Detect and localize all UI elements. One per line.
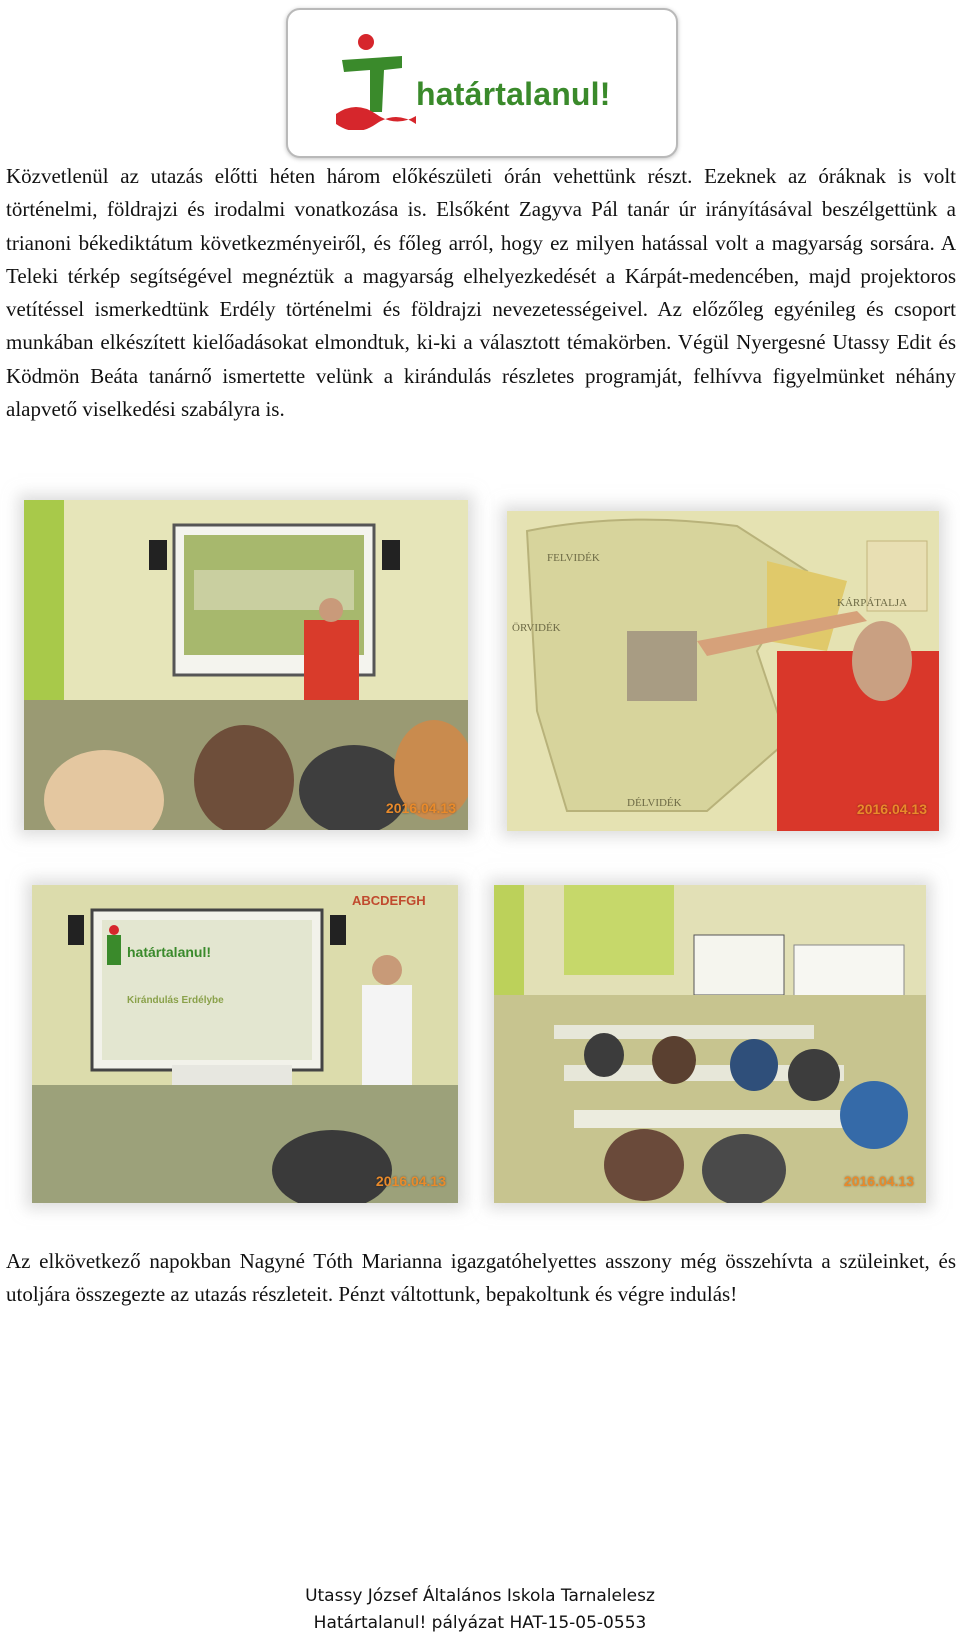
map-label-delvidek: DÉLVIDÉK bbox=[627, 797, 682, 809]
photo-date-stamp: 2016.04.13 bbox=[385, 800, 456, 816]
photo-date-stamp: 2016.04.13 bbox=[375, 1173, 446, 1189]
classroom-projector-photo bbox=[24, 500, 468, 830]
board-letters: ABCDEFGH bbox=[352, 893, 426, 908]
closing-paragraph: Az elkövetkező napokban Nagyné Tóth Marianna igazgatóhelyettes asszony még összehívta a szüleinket, és utoljára összegezte az utazás részleteit. Pénzt váltottunk, bepakoltunk és végre indulás! bbox=[6, 1249, 956, 1306]
hatartalanul-logo bbox=[286, 8, 678, 158]
logo-figure-icon bbox=[336, 30, 416, 130]
intro-paragraph: Közvetlenül az utazás előtti héten három előkészületi órán vehettünk részt. Ezeknek az óráknak is volt történelmi, földrajzi és irodalmi vonatkozása is. Elsőként Zagyva Pál tanár úr irányításával beszélgettünk a trianoni békediktátum következményeiről, és főleg arról, hogy ez milyen hatással volt a magyarság sorsára. A Teleki térkép segítségével megnéztük a magyarság elhelyezkedését a Kárpát-medencében, majd projektoros vetítéssel ismerkedtünk Erdély történelmi és földrajzi nevezetességeivel. Az előzőleg egyénileg és csoport munkában elkészített kielőadásokat elmondtuk, ki-ki a választott témakörben. Végül Nyergesné Utassy Edit és Ködmön Beáta tanárnő ismertette velünk a kirándulás részletes programját, felhívva figyelmünket néhány alapvető viselkedési szabályra is. bbox=[6, 164, 956, 422]
map-label-felvidek: FELVIDÉK bbox=[547, 552, 600, 564]
slide-subtitle: Kirándulás Erdélybe bbox=[127, 995, 224, 1006]
map-label-karpatalja: KÁRPÁTALJA bbox=[837, 597, 908, 609]
teacher-map-photo bbox=[507, 511, 939, 831]
footer-grant-id: Határtalanul! pályázat HAT-15-05-0553 bbox=[313, 1613, 647, 1633]
logo-text: határtalanul! bbox=[416, 76, 611, 112]
classroom-students-photo bbox=[494, 885, 926, 1203]
footer-school-name: Utassy József Általános Iskola Tarnalelesz bbox=[305, 1586, 655, 1606]
slide-title: határtalanul! bbox=[127, 944, 212, 960]
photo-date-stamp: 2016.04.13 bbox=[843, 1173, 914, 1189]
map-label-orvidek: ÖRVIDÉK bbox=[512, 622, 561, 634]
photo-date-stamp: 2016.04.13 bbox=[856, 801, 927, 817]
teacher-slide-photo bbox=[32, 885, 458, 1203]
